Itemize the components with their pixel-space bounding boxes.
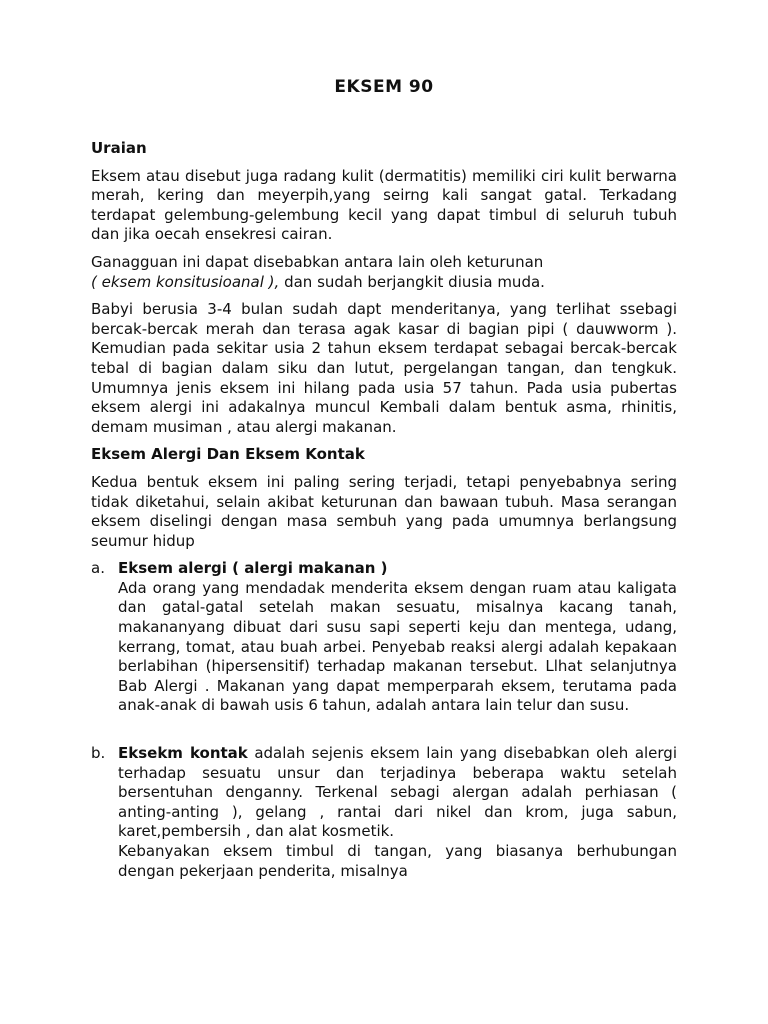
document-body	[91, 139, 677, 889]
list-item-b-body: adalah sejenis eksem lain yang disebabkan oleh alergi terhadap sesuatu unsur dan terjadinya beberapa waktu setelah bersentuhan denganny. Terkenal sebagi alergan adalah perhiasan ( anting-anting ), gelang , rantai dari nikel dan krom, juga sabun, karet,pembersih , dan alat kosmetik.	[118, 744, 677, 841]
spacer	[91, 724, 677, 744]
section-heading-eksem-alergi: Eksem Alergi Dan Eksem Kontak	[91, 445, 365, 464]
document-title: EKSEM 90	[334, 77, 434, 97]
paragraph-3: Babyi berusia 3-4 bulan sudah dapt menderitanya, yang terlihat ssebagi bercak-bercak merah dan terasa agak kasar di bagian pipi ( dauwworm ). Kemudian pada sekitar usia 2 tahun eksem terdapat sebagai bercak-bercak tebal di bagian dalam siku dan lutut, pergelangan tangan, dan tengkuk. Umumnya jenis eksem ini hilang pada usia 57 tahun. Pada usia pubertas eksem alergi ini adakalnya muncul Kembali dalam bentuk asma, rhinitis, demam musiman , atau alergi makanan.	[91, 300, 677, 436]
list-item-a-title: Eksem alergi ( alergi makanan )	[118, 559, 388, 578]
list-item-b	[91, 744, 677, 881]
list-item-a	[91, 559, 677, 716]
paragraph-2-italic: ( eksem konsitusioanal ),	[91, 272, 280, 291]
paragraph-1: Eksem atau disebut juga radang kulit (dermatitis) memiliki ciri kulit berwarna merah, kering dan meyerpih,yang seirng kali sangat gatal. Terkadang terdapat gelembung-gelembung kecil yang dapat timbul di seluruh tubuh dan jika oecah ensekresi cairan.	[91, 166, 677, 244]
list-item-a-text: Ada orang yang mendadak menderita eksem dengan ruam atau kaligata dan gatal-gatal setelah makan sesuatu, misalnya kacang tanah, makananyang dibuat dari susu sapi seperti keju dan mentega, udang, kerrang, tomat, atau buah arbei. Penyebab reaksi alergi adalah kepakaan berlabihan (hipersensitif) terhadap makanan tersebut. Llhat selanjutnya Bab Alergi . Makanan yang dapat memperparah eksem, terutama pada anak-anak di bawah usis 6 tahun, adalah antara lain telur dan susu.	[118, 578, 677, 715]
list-marker-b: b.	[91, 744, 106, 763]
paragraph-4: Kedua bentuk eksem ini paling sering terjadi, tetapi penyebabnya sering tidak diketahui, selain akibat keturunan dan bawaan tubuh. Masa serangan eksem diselingi dengan masa sembuh yang pada umumnya berlangsung seumur hidup	[91, 472, 677, 550]
section-heading-uraian: Uraian	[91, 139, 147, 157]
paragraph-2	[91, 253, 677, 292]
list-marker-a: a.	[91, 559, 105, 578]
paragraph-2-start: Ganagguan ini dapat disebabkan antara lain oleh keturunan	[91, 252, 544, 271]
list-item-b-title: Eksekm kontak	[118, 744, 248, 763]
paragraph-2-end: dan sudah berjangkit diusia muda.	[279, 272, 545, 291]
list-item-b-text-2: Kebanyakan eksem timbul di tangan, yang biasanya berhubungan dengan pekerjaan penderita, misalnya	[118, 842, 677, 880]
list-item-b-text	[118, 744, 677, 842]
